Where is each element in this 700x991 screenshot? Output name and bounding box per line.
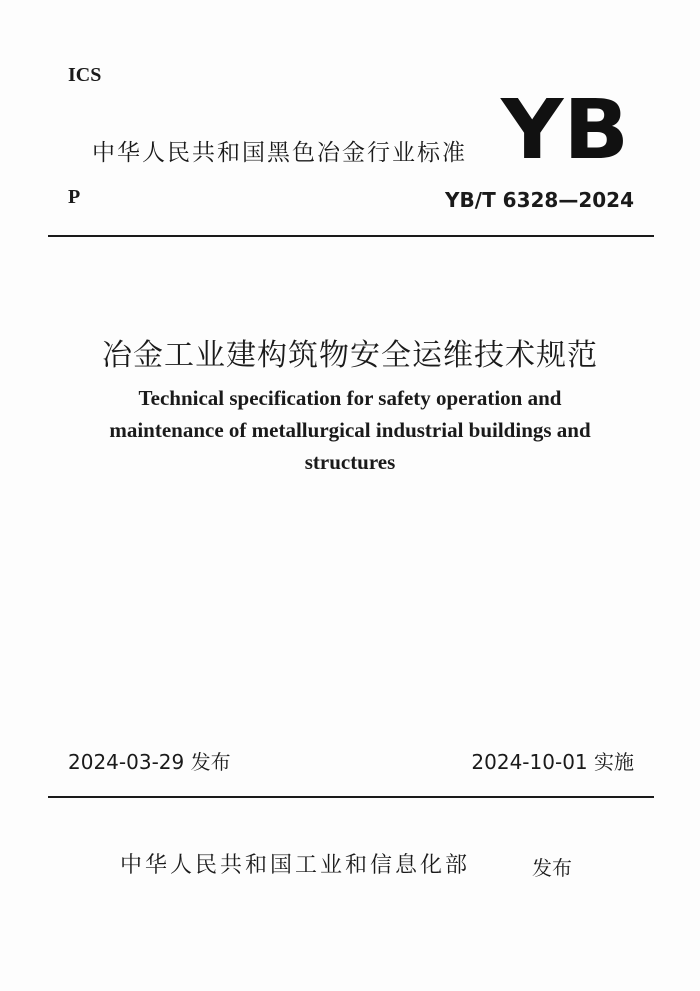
category-code: P	[68, 186, 81, 208]
standard-type-heading: 中华人民共和国黑色冶金行业标准	[92, 140, 467, 166]
title-chinese: 冶金工业建构筑物安全运维技术规范	[102, 338, 598, 373]
yb-logo	[500, 96, 630, 162]
title-english: Technical specification for safety operation and maintenance of metallurgical industrial buildings and structures	[109, 386, 591, 474]
bottom-divider	[48, 796, 654, 798]
implement-date: 2024-10-01 实施	[471, 750, 634, 774]
publish-date: 2024-03-29 发布	[68, 750, 231, 774]
issuer-name: 中华人民共和国工业和信息化部	[120, 853, 471, 878]
ics-label: ICS	[68, 64, 102, 86]
yb-logo-text: YB	[500, 96, 629, 162]
standard-number: YB/T 6328—2024	[445, 188, 634, 212]
issuer-action: 发布	[532, 856, 572, 880]
top-divider	[48, 235, 654, 237]
